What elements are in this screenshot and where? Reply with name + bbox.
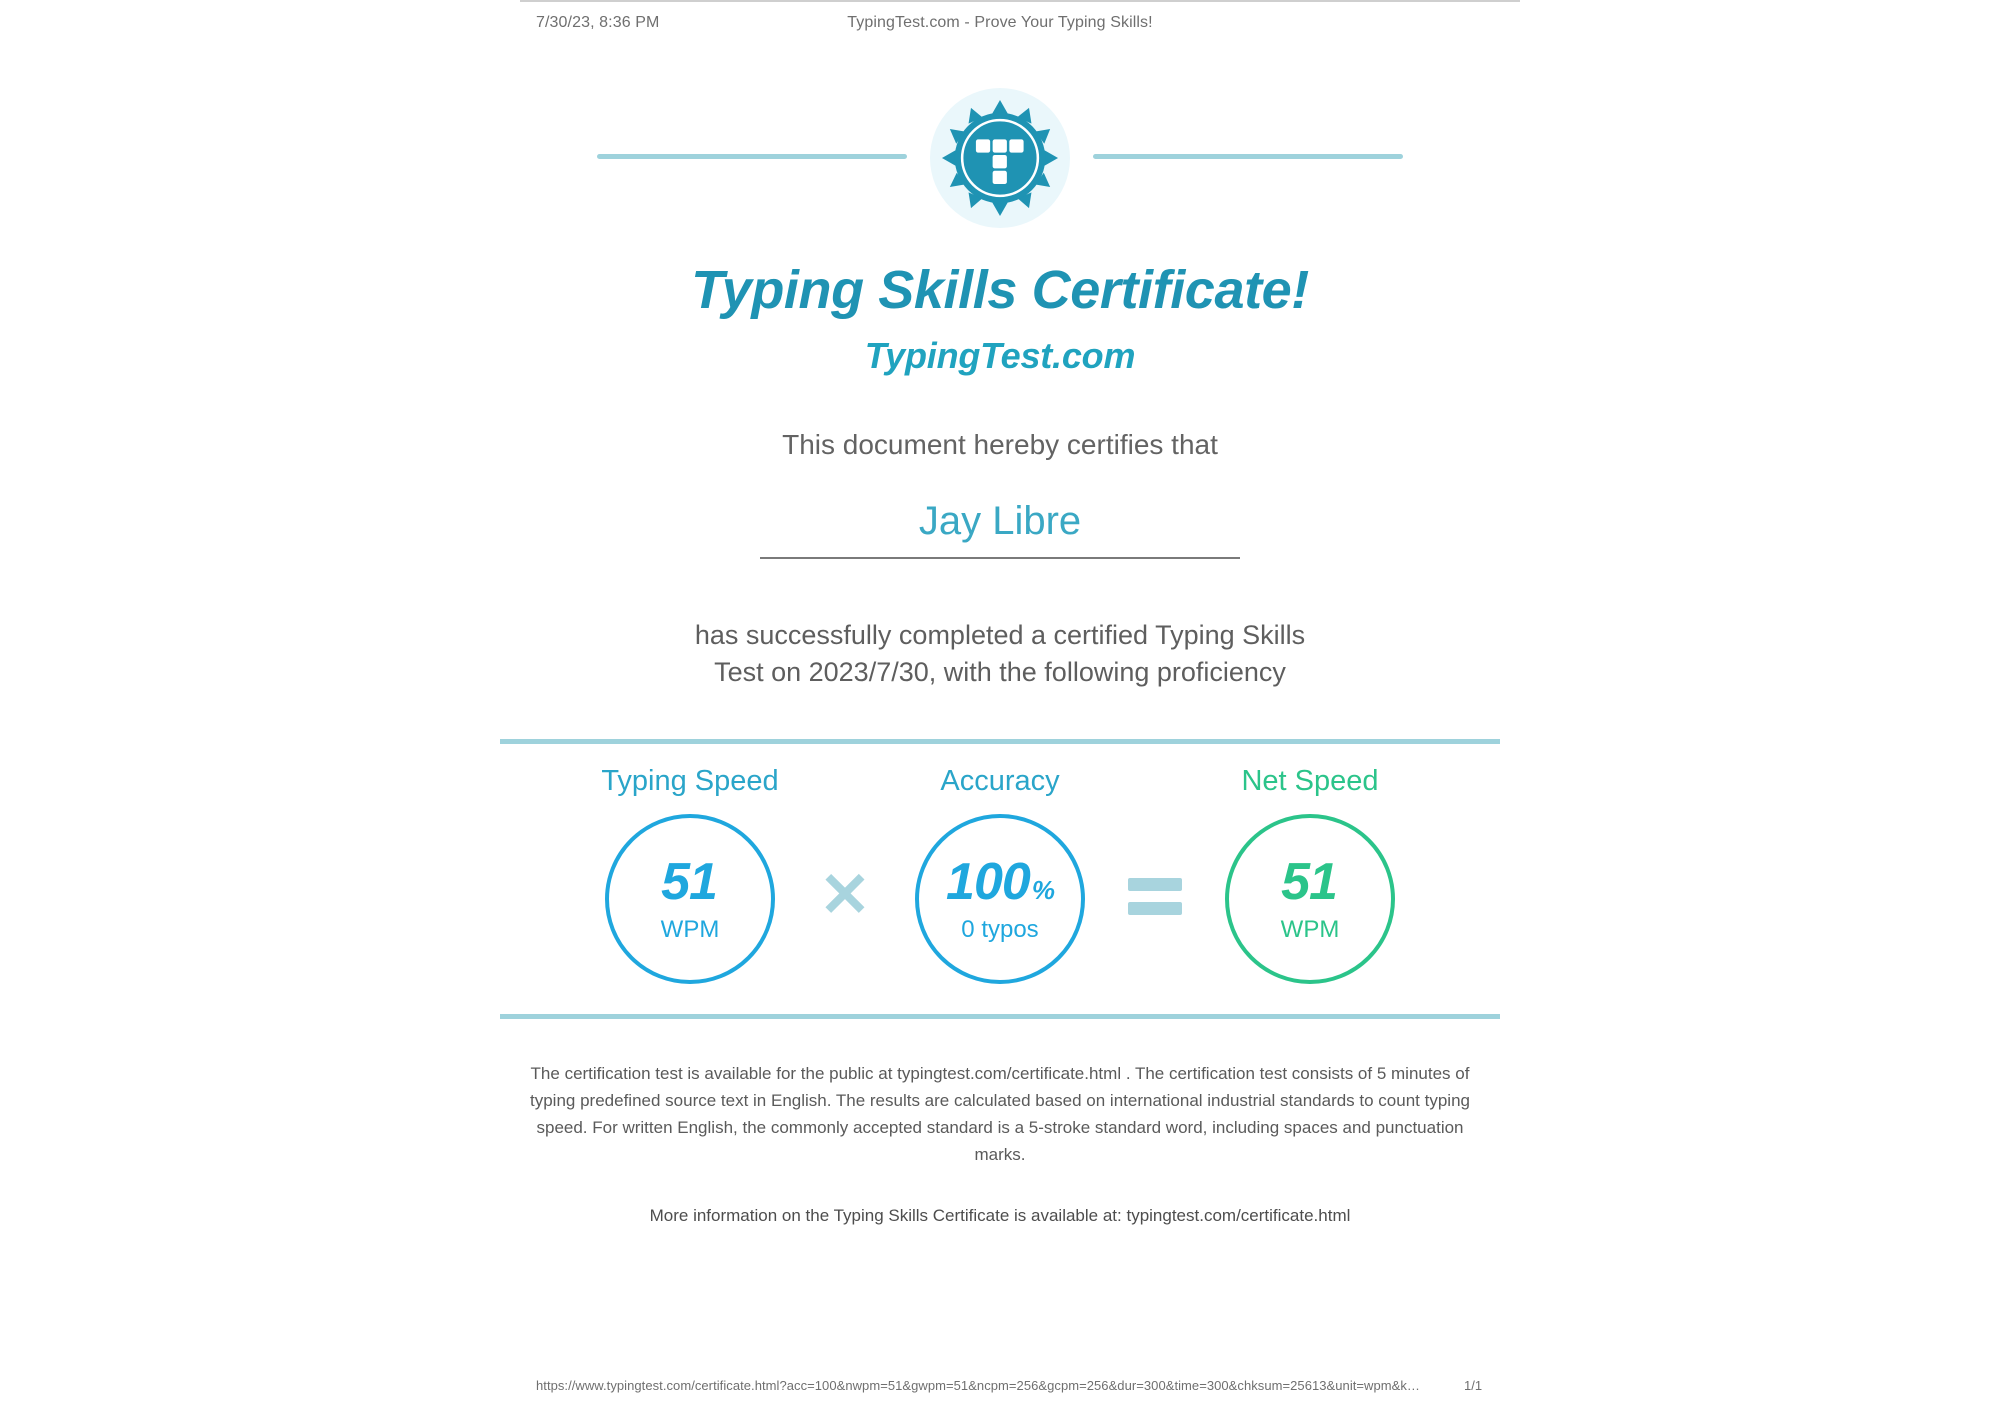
certificate-body <box>500 80 1500 1228</box>
certifies-statement: This document hereby certifies that <box>782 428 1218 460</box>
metric-typing-speed-label: Typing Speed <box>601 765 779 798</box>
operator-equals-icon <box>1115 811 1195 981</box>
print-header-date: 7/30/23, 8:36 PM <box>536 14 660 31</box>
proficiency-statement-line2: Test on 2023/7/30, with the following proficiency <box>714 656 1286 687</box>
proficiency-statement-line1: has successfully completed a certified Typing Skills <box>694 619 1306 650</box>
proficiency-statement <box>500 617 1500 692</box>
metric-net-speed-value: 51 <box>1281 853 1337 912</box>
metric-typing-speed-value: 51 <box>661 853 717 912</box>
certification-more-info: More information on the Typing Skills Certificate is available at: typingtest.com/certificate.html <box>649 1205 1351 1225</box>
recipient-name-block <box>500 499 1500 559</box>
metric-accuracy-circle <box>915 814 1085 984</box>
metrics-band <box>500 739 1500 1019</box>
print-header-document-title: TypingTest.com - Prove Your Typing Skills! <box>847 14 1153 31</box>
print-header <box>0 14 2000 36</box>
operator-multiply-icon <box>805 811 885 981</box>
metric-net-speed-circle <box>1225 814 1395 984</box>
recipient-name: Jay Libre <box>760 499 1240 559</box>
certification-fineprint: The certification test is available for the public at typingtest.com/certificate.html . The certification test consists of 5 minutes of typing predefined source text in English. The results are calculated based on international industrial standards to count typing speed. For written English, the commonly accepted standard is a 5-stroke standard word, including spaces and punctuation marks. <box>530 1064 1470 1164</box>
divider-left <box>597 154 907 159</box>
metric-typing-speed-unit: WPM <box>660 916 720 944</box>
metric-accuracy-value-suffix: % <box>1031 875 1054 906</box>
logo-band <box>500 80 1500 230</box>
print-footer <box>0 1378 2000 1402</box>
typingtest-badge-logo-icon <box>930 88 1070 228</box>
metric-typing-speed <box>575 766 805 984</box>
metric-accuracy-typos: 0 typos <box>961 916 1039 944</box>
metric-accuracy-label: Accuracy <box>940 765 1060 798</box>
page-top-edge <box>520 0 1520 2</box>
divider-right <box>1093 154 1403 159</box>
metric-typing-speed-circle <box>605 814 775 984</box>
metric-accuracy <box>885 766 1115 984</box>
operator-equals-glyph <box>1128 878 1182 915</box>
print-footer-page-number: 1/1 <box>1464 1378 1483 1393</box>
certificate-subtitle: TypingTest.com <box>864 334 1136 376</box>
metric-net-speed <box>1195 766 1425 984</box>
print-footer-url: https://www.typingtest.com/certificate.html?acc=100&nwpm=51&gwpm=51&ncpm=256&gcpm=256&dur=300&time=300&chksum=25613&unit=wpm&k… <box>536 1378 1420 1393</box>
metric-net-speed-unit: WPM <box>1280 916 1340 944</box>
certificate-title: Typing Skills Certificate! <box>691 260 1309 320</box>
operator-multiply-glyph: ✕ <box>819 861 871 931</box>
metric-net-speed-label: Net Speed <box>1241 765 1379 798</box>
metric-accuracy-value: 100 <box>946 853 1030 912</box>
